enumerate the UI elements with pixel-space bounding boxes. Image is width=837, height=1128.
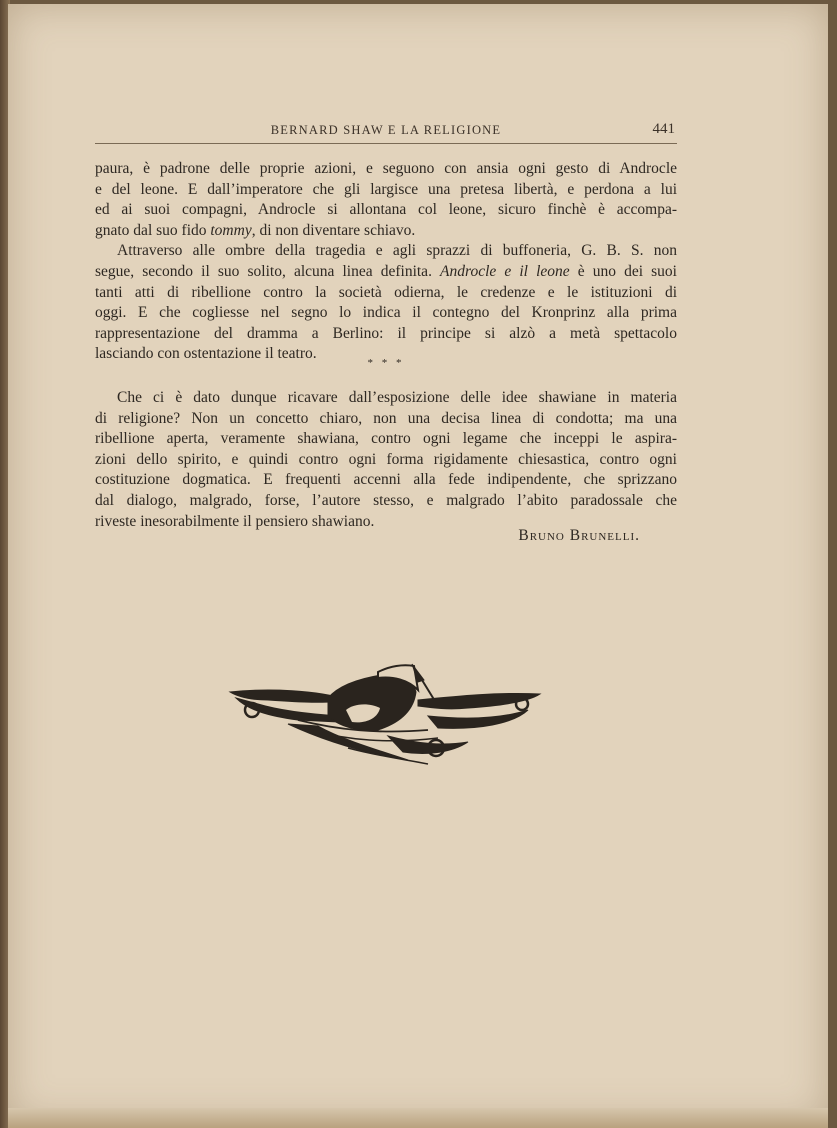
text-span: è uno dei suoi bbox=[569, 262, 677, 280]
page-header bbox=[95, 121, 677, 144]
text-line: zioni dello spirito, e quindi contro ogni forma rigidamente chiesastica, contro ogni bbox=[95, 450, 677, 468]
text-line: Che ci è dato dunque ricavare dall’esposizione delle idee shawiane in materia bbox=[117, 389, 677, 406]
running-title: BERNARD SHAW E LA RELIGIONE bbox=[270, 123, 502, 137]
text-line: rappresentazione del dramma a Berlino: il principe si alzò a metà spettacolo bbox=[95, 324, 677, 342]
page-bottom-edge bbox=[8, 1108, 828, 1128]
text-line: oggi. E che cogliesse nel segno lo indica il contegno del Kronprinz alla prima bbox=[95, 304, 677, 322]
text-span: , di non diventare schiavo. bbox=[251, 221, 416, 239]
author-signature: Bruno Brunelli. bbox=[518, 527, 640, 544]
text-line: ribellione aperta, veramente shawiana, contro ogni legame che inceppi le aspira- bbox=[95, 430, 677, 448]
page-number: 441 bbox=[652, 121, 675, 137]
body-text bbox=[95, 159, 677, 365]
text-line bbox=[95, 262, 677, 283]
body-text-conclusion bbox=[95, 388, 677, 532]
text-line: tanti atti di ribellione contro la società odierna, le credenze e le istituzioni di bbox=[95, 283, 677, 301]
text-line: di religione? Non un concetto chiaro, non una decisa linea di condotta; ma una bbox=[95, 409, 677, 427]
italic-word: tommy bbox=[210, 221, 252, 239]
text-line: paura, è padrone delle proprie azioni, e seguono con ansia ogni gesto di Androcle bbox=[95, 160, 677, 177]
text-span: segue, secondo il suo solito, alcuna linea definita. bbox=[95, 262, 441, 280]
text-span: gnato dal suo fido bbox=[95, 221, 211, 239]
text-line: dal dialogo, malgrado, forse, l’autore stesso, e malgrado l’abito paradossale che bbox=[95, 491, 677, 509]
text-line bbox=[95, 221, 677, 242]
text-line: costituzione dogmatica. E frequenti accenni alla fede indipendente, che sprizzano bbox=[95, 471, 677, 489]
text-line: Attraverso alle ombre della tragedia e agli sprazzi di buffoneria, G. B. S. non bbox=[117, 242, 677, 260]
text-line: ed ai suoi compagni, Androcle si allontana col leone, sicuro finchè è accompa- bbox=[95, 201, 677, 219]
ship-ornament-icon bbox=[228, 660, 542, 772]
italic-title: Androcle e il leone bbox=[440, 262, 570, 280]
text-line: lasciando con ostentazione il teatro. bbox=[95, 345, 317, 363]
text-line: e del leone. E dall’imperatore che gli largisce una pretesa libertà, e perdona a lui bbox=[95, 180, 677, 198]
text-line: riveste inesorabilmente il pensiero shawiano. bbox=[95, 512, 375, 530]
section-separator: * * * bbox=[367, 357, 405, 369]
